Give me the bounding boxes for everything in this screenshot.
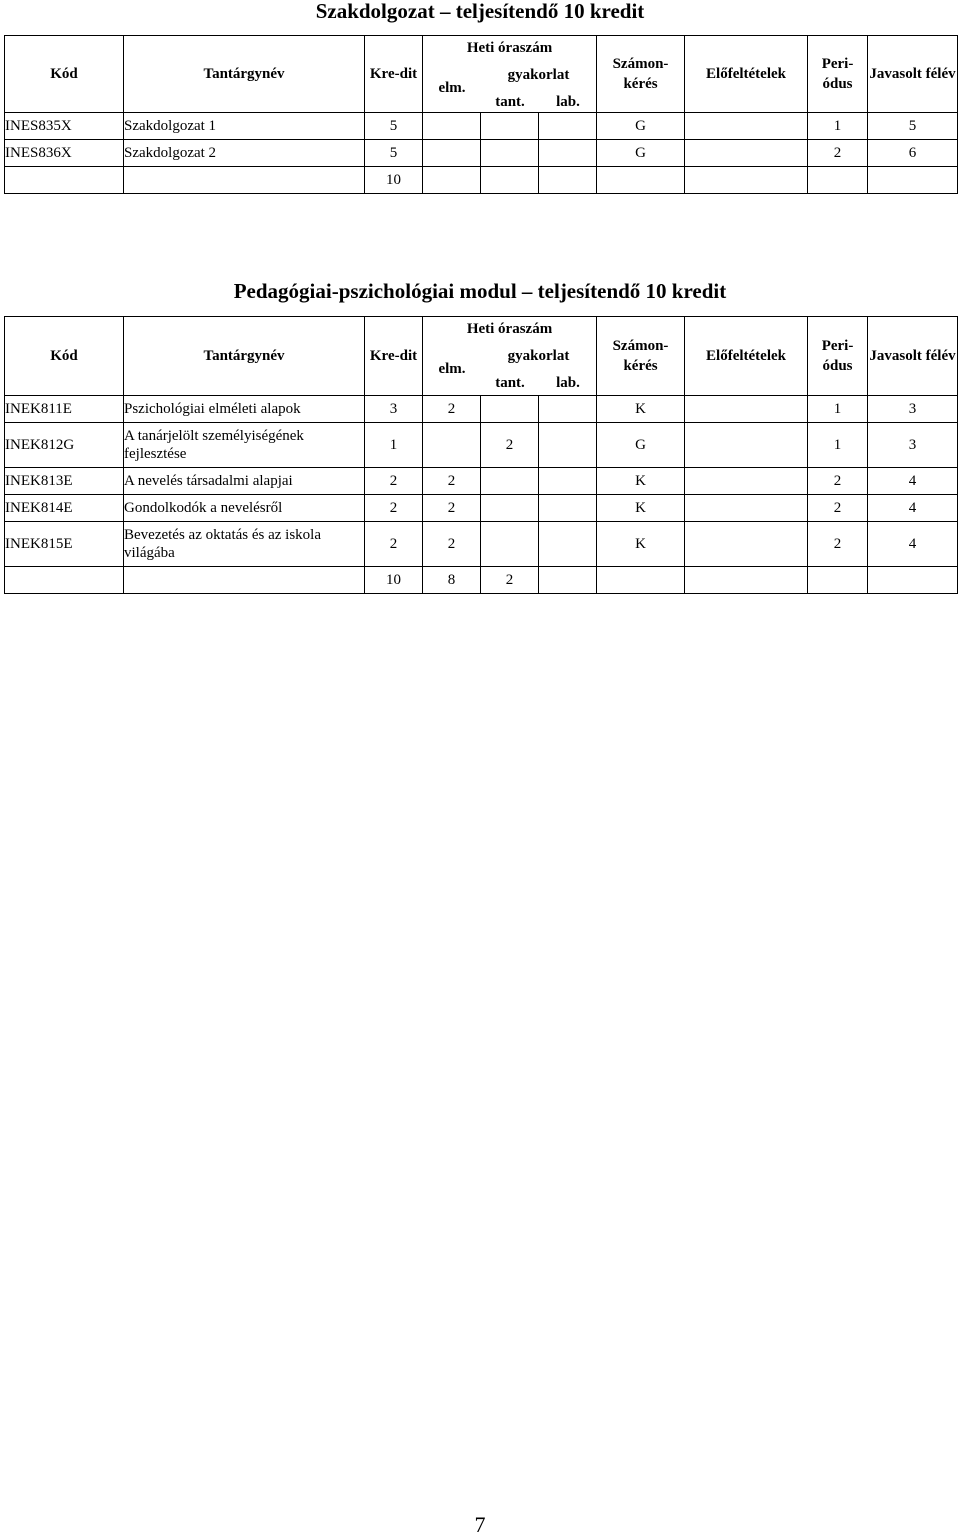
cell-periodus: 1 — [808, 396, 868, 423]
cell-elm — [423, 113, 481, 140]
cell-elofeltetelek — [685, 396, 808, 423]
cell-szamonkeres: G — [597, 423, 685, 468]
cell-felev: 3 — [868, 396, 958, 423]
header-kod: Kód — [5, 317, 124, 396]
cell-nev: Pszichológiai elméleti alapok — [124, 396, 365, 423]
cell-kod: INEK813E — [5, 468, 124, 495]
cell-elm: 2 — [423, 396, 481, 423]
table-row — [5, 140, 958, 167]
cell-lab — [539, 423, 597, 468]
total-row — [5, 567, 958, 594]
cell-kod: INES835X — [5, 113, 124, 140]
total-elm: 8 — [423, 567, 481, 594]
cell-empty — [808, 567, 868, 594]
cell-elofeltetelek — [685, 468, 808, 495]
cell-empty — [808, 167, 868, 194]
cell-empty — [868, 567, 958, 594]
cell-elm — [423, 140, 481, 167]
cell-elofeltetelek — [685, 140, 808, 167]
cell-lab — [539, 495, 597, 522]
cell-kredit: 2 — [365, 468, 423, 495]
header-kredit: Kre-dit — [365, 36, 423, 113]
total-lab — [539, 167, 597, 194]
cell-kredit: 5 — [365, 113, 423, 140]
cell-periodus: 1 — [808, 423, 868, 468]
cell-elm — [423, 423, 481, 468]
header-szamonkeres: Számon-kérés — [597, 36, 685, 113]
cell-empty — [124, 567, 365, 594]
header-elofeltetelek: Előfeltételek — [685, 317, 808, 396]
header-elofeltetelek: Előfeltételek — [685, 36, 808, 113]
table-row — [5, 522, 958, 567]
cell-nev: A nevelés társadalmi alapjai — [124, 468, 365, 495]
cell-nev: Bevezetés az oktatás és az iskola világába — [124, 522, 365, 567]
cell-elofeltetelek — [685, 522, 808, 567]
cell-elofeltetelek — [685, 423, 808, 468]
table-row — [5, 495, 958, 522]
cell-kod: INES836X — [5, 140, 124, 167]
cell-tant: 2 — [481, 423, 539, 468]
cell-szamonkeres: K — [597, 522, 685, 567]
table-pedagogiai — [4, 316, 958, 594]
header-lab: lab. — [556, 94, 580, 110]
cell-nev: Szakdolgozat 2 — [124, 140, 365, 167]
header-heti-oraszam-label: Heti óraszám — [466, 40, 553, 56]
total-elm — [423, 167, 481, 194]
header-tant: tant. — [495, 375, 525, 391]
table-header-row — [5, 317, 958, 396]
cell-elm: 2 — [423, 468, 481, 495]
table-szakdolgozat — [4, 35, 958, 194]
cell-periodus: 2 — [808, 522, 868, 567]
cell-kod: INEK815E — [5, 522, 124, 567]
total-kredit: 10 — [365, 567, 423, 594]
cell-elm: 2 — [423, 495, 481, 522]
cell-periodus: 1 — [808, 113, 868, 140]
header-heti-oraszam — [423, 36, 597, 113]
total-kredit: 10 — [365, 167, 423, 194]
cell-empty — [685, 567, 808, 594]
cell-tant — [481, 396, 539, 423]
cell-tant — [481, 495, 539, 522]
cell-empty — [597, 167, 685, 194]
cell-periodus: 2 — [808, 468, 868, 495]
header-gyakorlat: gyakorlat — [507, 67, 570, 83]
page-number: 7 — [474, 1512, 486, 1536]
section-title-pedagogiai: Pedagógiai-pszichológiai modul – teljesítendő 10 kredit — [233, 279, 727, 303]
cell-lab — [539, 113, 597, 140]
cell-nev: A tanárjelölt személyiségének fejlesztése — [124, 423, 365, 468]
cell-kredit: 1 — [365, 423, 423, 468]
cell-empty — [685, 167, 808, 194]
header-javasolt-felev: Javasolt félév — [868, 36, 958, 113]
header-lab: lab. — [556, 375, 580, 391]
cell-felev: 4 — [868, 495, 958, 522]
header-elm: elm. — [438, 361, 466, 377]
section-title-szakdolgozat: Szakdolgozat – teljesítendő 10 kredit — [315, 0, 645, 23]
total-row — [5, 167, 958, 194]
table-row — [5, 113, 958, 140]
cell-empty — [5, 167, 124, 194]
cell-elm: 2 — [423, 522, 481, 567]
cell-empty — [597, 567, 685, 594]
header-kredit: Kre-dit — [365, 317, 423, 396]
cell-kredit: 5 — [365, 140, 423, 167]
cell-lab — [539, 522, 597, 567]
cell-felev: 4 — [868, 468, 958, 495]
header-heti-oraszam — [423, 317, 597, 396]
header-tantargynev: Tantárgynév — [124, 36, 365, 113]
cell-felev: 4 — [868, 522, 958, 567]
cell-szamonkeres: K — [597, 468, 685, 495]
cell-tant — [481, 140, 539, 167]
cell-tant — [481, 522, 539, 567]
cell-lab — [539, 396, 597, 423]
cell-kredit: 3 — [365, 396, 423, 423]
header-gyakorlat: gyakorlat — [507, 348, 570, 364]
header-elm: elm. — [438, 80, 466, 96]
cell-periodus: 2 — [808, 140, 868, 167]
table-header-row — [5, 36, 958, 113]
total-tant — [481, 167, 539, 194]
cell-nev: Gondolkodók a nevelésről — [124, 495, 365, 522]
cell-kod: INEK814E — [5, 495, 124, 522]
cell-lab — [539, 140, 597, 167]
cell-empty — [124, 167, 365, 194]
cell-felev: 3 — [868, 423, 958, 468]
cell-elofeltetelek — [685, 113, 808, 140]
cell-kod: INEK812G — [5, 423, 124, 468]
cell-szamonkeres: G — [597, 113, 685, 140]
cell-empty — [5, 567, 124, 594]
cell-lab — [539, 468, 597, 495]
total-tant: 2 — [481, 567, 539, 594]
header-periodus: Peri-ódus — [808, 317, 868, 396]
table-row — [5, 468, 958, 495]
header-javasolt-felev: Javasolt félév — [868, 317, 958, 396]
cell-felev: 6 — [868, 140, 958, 167]
header-tantargynev: Tantárgynév — [124, 317, 365, 396]
cell-szamonkeres: G — [597, 140, 685, 167]
header-heti-oraszam-label: Heti óraszám — [466, 321, 553, 337]
cell-kod: INEK811E — [5, 396, 124, 423]
header-periodus: Peri-ódus — [808, 36, 868, 113]
cell-empty — [868, 167, 958, 194]
cell-tant — [481, 113, 539, 140]
total-lab — [539, 567, 597, 594]
cell-felev: 5 — [868, 113, 958, 140]
cell-kredit: 2 — [365, 495, 423, 522]
header-kod: Kód — [5, 36, 124, 113]
cell-nev: Szakdolgozat 1 — [124, 113, 365, 140]
cell-periodus: 2 — [808, 495, 868, 522]
cell-tant — [481, 468, 539, 495]
cell-elofeltetelek — [685, 495, 808, 522]
cell-kredit: 2 — [365, 522, 423, 567]
header-szamonkeres: Számon-kérés — [597, 317, 685, 396]
header-tant: tant. — [495, 94, 525, 110]
table-row — [5, 396, 958, 423]
cell-szamonkeres: K — [597, 495, 685, 522]
table-row — [5, 423, 958, 468]
cell-szamonkeres: K — [597, 396, 685, 423]
